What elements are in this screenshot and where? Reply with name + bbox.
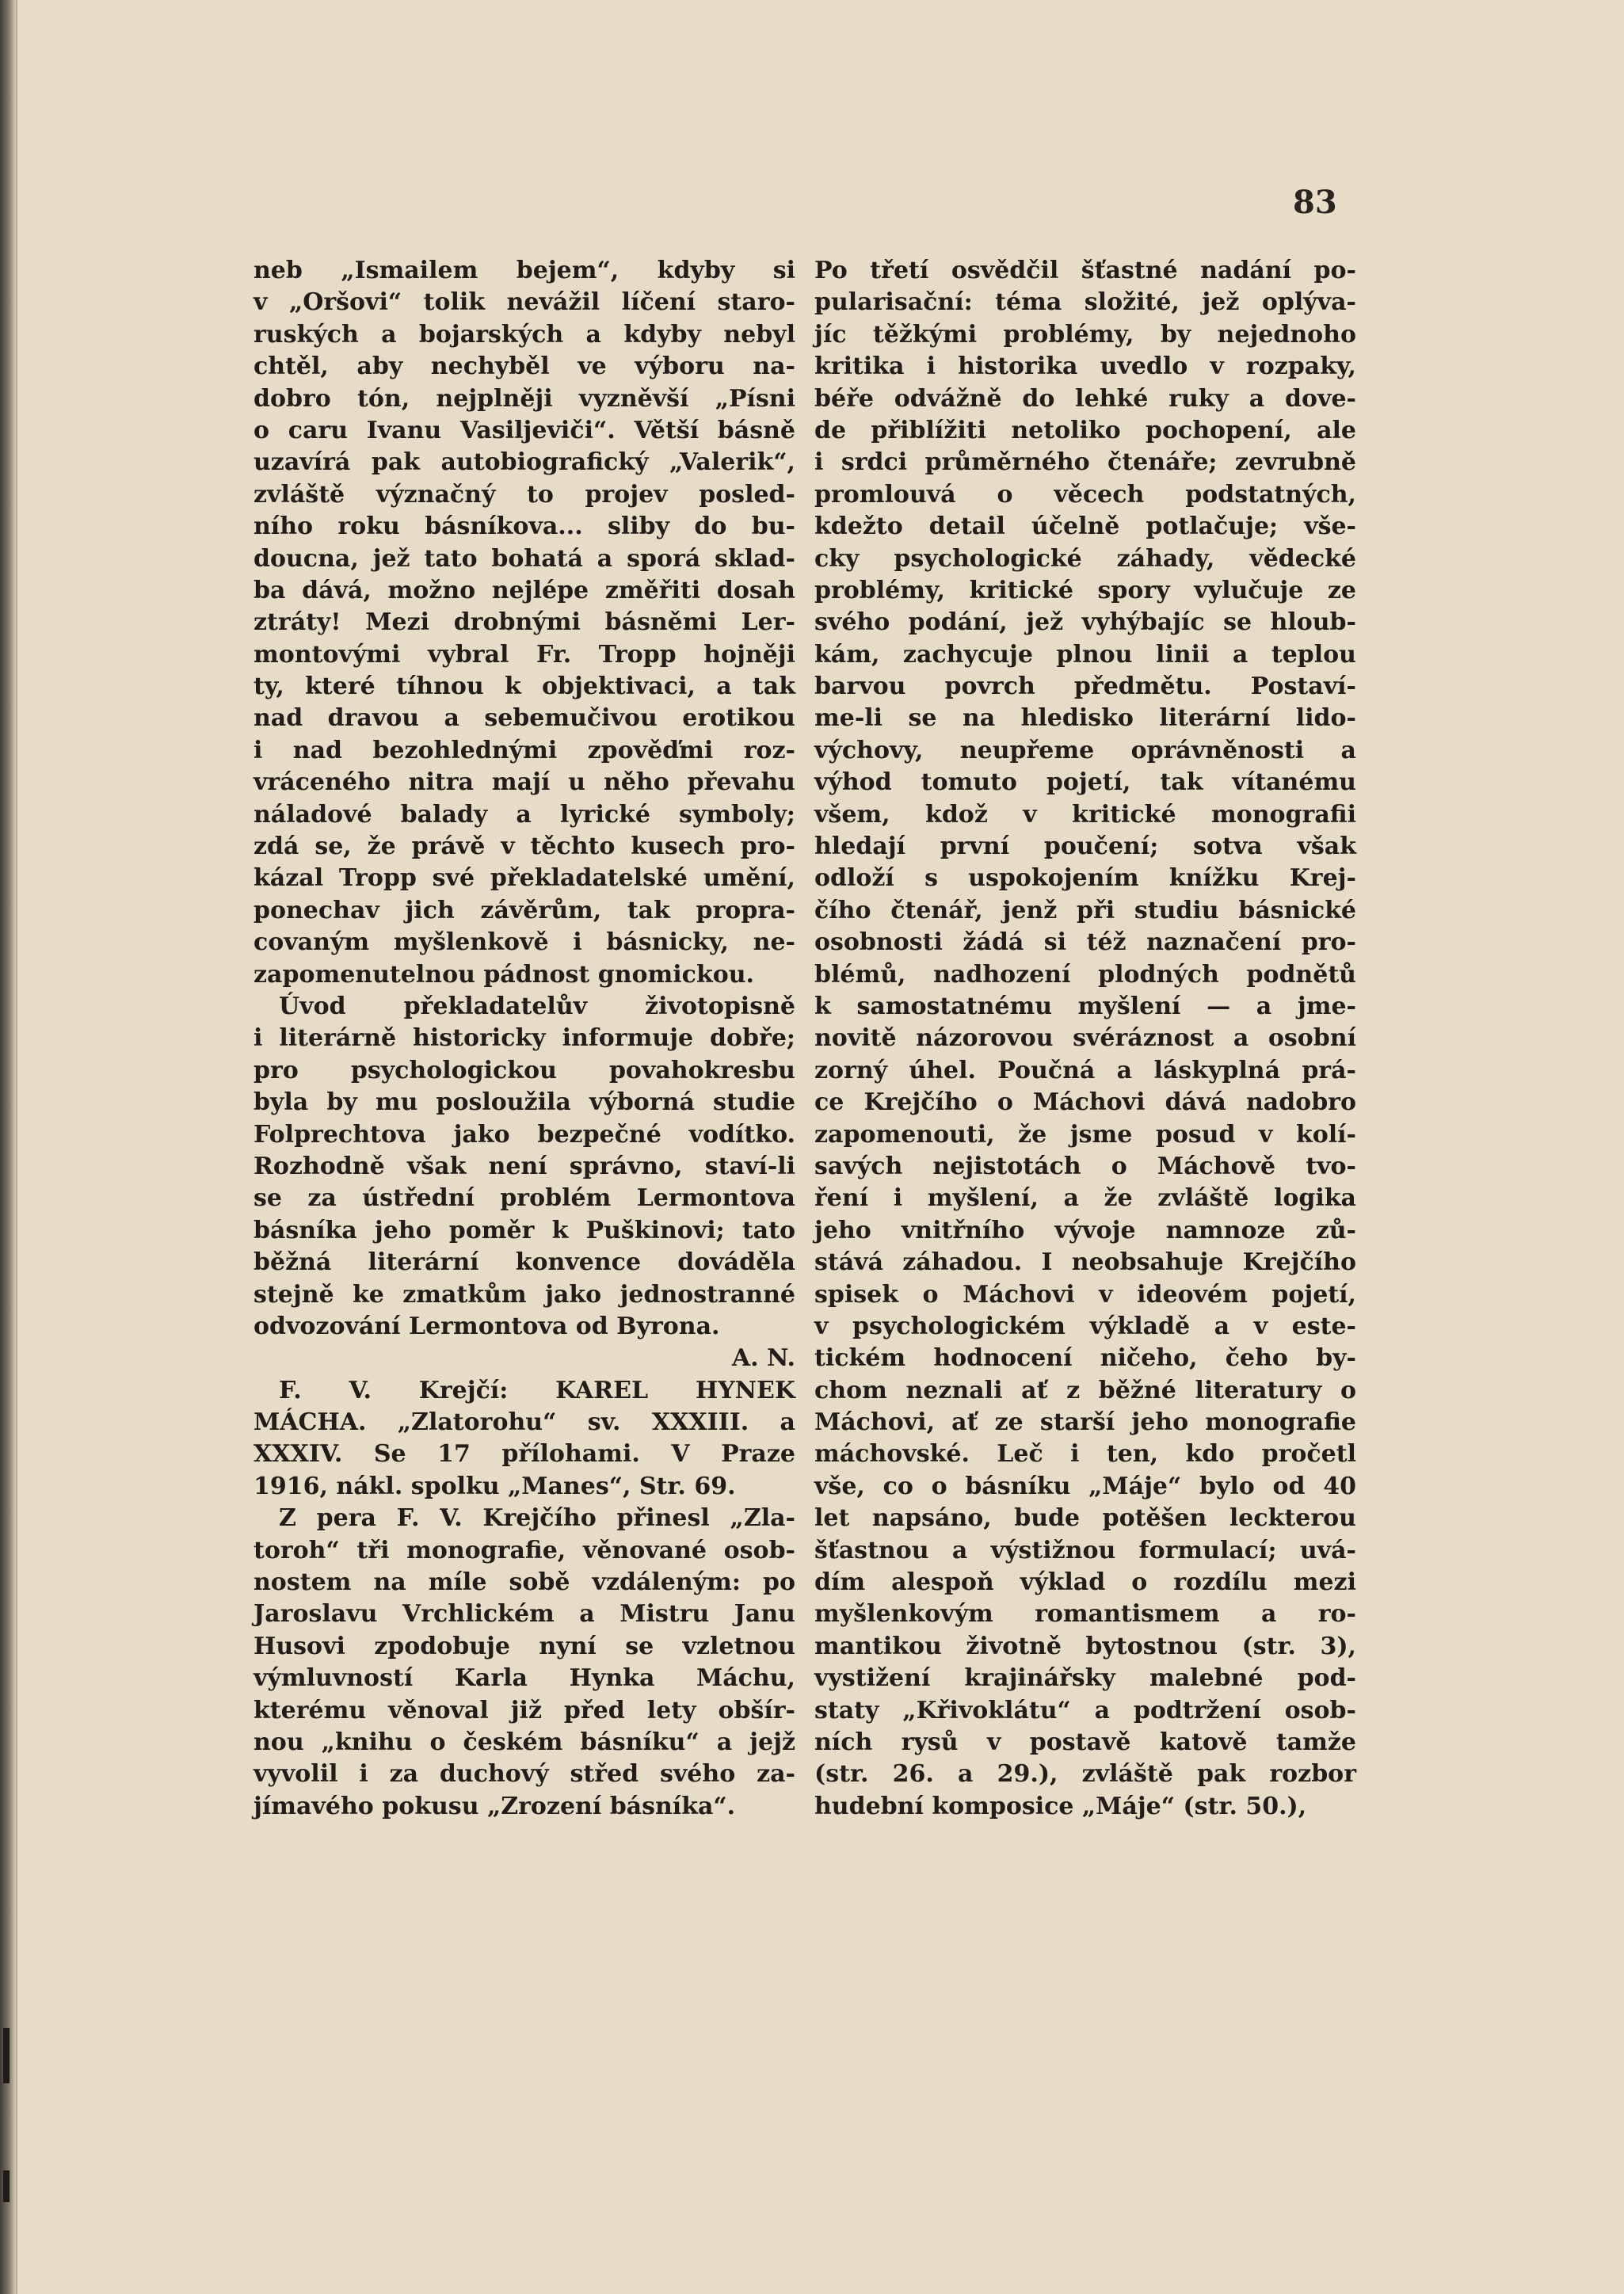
text-line: ního roku básníkova... sliby do bu-	[254, 513, 795, 541]
text-line: zorný úhel. Poučná a láskyplná prá-	[814, 1056, 1356, 1084]
text-line: svého podání, jež vyhýbajíc se hloub-	[814, 608, 1356, 637]
text-line: nostem na míle sobě vzdáleným: po	[254, 1568, 795, 1597]
text-line: Folprechtova jako bezpečné vodítko.	[254, 1120, 795, 1149]
text-line: Rozhodně však není správno, staví-li	[254, 1152, 795, 1180]
text-line: osobnosti žádá si též naznačení pro-	[814, 928, 1356, 957]
text-line: jeho vnitřního vývoje namnoze zů-	[814, 1216, 1356, 1244]
text-line: novitě názorovou svéráznost a osobní	[814, 1024, 1356, 1053]
text-line: A. N.	[731, 1344, 795, 1373]
text-line: ruských a bojarských a kdyby nebyl	[254, 320, 795, 349]
text-line: nou „knihu o českém básníku“ a jejž	[254, 1728, 795, 1756]
text-line: zdá se, že právě v těchto kusech pro-	[254, 833, 795, 861]
text-line: MÁCHA. „Zlatorohu“ sv. XXXIII. a	[254, 1408, 795, 1437]
text-line: vše, co o básníku „Máje“ bylo od 40	[814, 1472, 1356, 1500]
text-line: výchovy, neupřeme oprávněnosti a	[814, 736, 1356, 764]
text-line: dím alespoň výklad o rozdílu mezi	[814, 1568, 1356, 1597]
text-line: myšlenkovým romantismem a ro-	[814, 1600, 1356, 1629]
text-line: stejně ke zmatkům jako jednostranné	[254, 1280, 795, 1309]
text-line: hledají první poučení; sotva však	[814, 833, 1356, 861]
edge-mark	[3, 2028, 10, 2083]
text-line: pularisační: téma složité, jež oplýva-	[814, 288, 1356, 317]
text-line: básníka jeho poměr k Puškinovi; tato	[254, 1216, 795, 1244]
text-line: pro psychologickou povahokresbu	[254, 1056, 795, 1084]
text-line: ty, které tíhnou k objektivaci, a tak	[254, 673, 795, 701]
text-line: montovými vybral Fr. Tropp hojněji	[254, 640, 795, 669]
text-line: Po třetí osvědčil šťastné nadání po-	[814, 257, 1356, 284]
text-line: ce Krejčího o Máchovi dává nadobro	[814, 1088, 1356, 1117]
text-line: doucna, jež tato bohatá a sporá sklad-	[254, 544, 795, 573]
text-line: blémů, nadhození plodných podnětů	[814, 960, 1356, 989]
text-line: jímavého pokusu „Zrození básníka“.	[254, 1792, 736, 1820]
text-line: máchovské. Leč i ten, kdo pročetl	[814, 1440, 1356, 1469]
text-line: cky psychologické záhady, vědecké	[814, 544, 1356, 573]
text-line: i nad bezohlednými zpověďmi roz-	[254, 736, 795, 764]
text-line: de přiblížiti netoliko pochopení, ale	[814, 416, 1356, 444]
text-line: neb „Ismailem bejem“, kdyby si	[254, 257, 795, 284]
text-line: me-li se na hledisko literární lido-	[814, 704, 1356, 733]
text-line: savých nejistotách o Máchově tvo-	[814, 1152, 1356, 1180]
text-line: odloží s uspokojením knížku Krej-	[814, 864, 1356, 893]
text-line: Úvod překladatelův životopisně	[279, 992, 795, 1020]
text-line: 1916, nákl. spolku „Manes“, Str. 69.	[254, 1472, 736, 1500]
text-line: běžná literární konvence dováděla	[254, 1248, 795, 1277]
text-line: Máchovi, ať ze starší jeho monografie	[814, 1408, 1356, 1437]
text-line: výhod tomuto pojetí, tak vítanému	[814, 768, 1356, 797]
text-line: náladové balady a lyrické symboly;	[254, 800, 795, 829]
text-line: se za ústřední problém Lermontova	[254, 1184, 795, 1213]
text-line: covaným myšlenkově i básnicky, ne-	[254, 928, 795, 957]
text-line: Husovi zpodobuje nyní se vzletnou	[254, 1632, 795, 1660]
text-line: odvozování Lermontova od Byrona.	[254, 1312, 720, 1340]
text-line: barvou povrch předmětu. Postaví-	[814, 673, 1356, 701]
text-line: byla by mu posloužila výborná studie	[254, 1088, 795, 1117]
page-binding-edge	[0, 0, 16, 2294]
text-line: zapomenouti, že jsme posud v kolí-	[814, 1120, 1356, 1149]
right-text-column	[814, 255, 1356, 1823]
text-line: béře odvážně do lehké ruky a dove-	[814, 384, 1356, 413]
text-line: ření i myšlení, a že zvláště logika	[814, 1184, 1356, 1213]
text-line: v „Oršovi“ tolik nevážil líčení staro-	[254, 288, 795, 317]
text-line: čího čtenář, jenž při studiu básnické	[814, 896, 1356, 924]
text-line: zapomenutelnou pádnost gnomickou.	[254, 960, 754, 989]
text-line: kterému věnoval již před lety obšír-	[254, 1696, 795, 1724]
text-line: o caru Ivanu Vasiljeviči“. Větší básně	[254, 416, 795, 444]
text-line: let napsáno, bude potěšen leckterou	[814, 1504, 1356, 1533]
page-number: 83	[1293, 184, 1337, 221]
text-line: nad dravou a sebemučivou erotikou	[254, 704, 795, 733]
text-line: ztráty! Mezi drobnými básněmi Ler-	[254, 608, 795, 637]
text-line: (str. 26. a 29.), zvláště pak rozbor	[814, 1760, 1356, 1789]
text-line: uzavírá pak autobiografický „Valerik“,	[254, 448, 795, 477]
text-line: vyvolil i za duchový střed svého za-	[254, 1760, 795, 1789]
text-line: kázal Tropp své překladatelské umění,	[254, 864, 795, 893]
text-line: staty „Křivoklátu“ a podtržení osob-	[814, 1696, 1356, 1724]
text-line: toroh“ tři monografie, věnované osob-	[254, 1536, 795, 1564]
text-line: Jaroslavu Vrchlickém a Mistru Janu	[254, 1600, 795, 1629]
text-line: dobro tón, nejplněji vyzněvší „Písni	[254, 384, 795, 413]
text-line: spisek o Máchovi v ideovém pojetí,	[814, 1280, 1356, 1309]
text-line: tickém hodnocení ničeho, čeho by-	[814, 1344, 1356, 1373]
text-line: problémy, kritické spory vylučuje ze	[814, 576, 1356, 604]
left-text-column	[254, 255, 795, 1823]
text-line: v psychologickém výkladě a v este-	[814, 1312, 1356, 1340]
text-line: kritika i historika uvedlo v rozpaky,	[814, 352, 1356, 381]
text-line: vráceného nitra mají u něho převahu	[254, 768, 795, 797]
text-line: promlouvá o věcech podstatných,	[814, 480, 1356, 509]
text-line: F. V. Krejčí: KAREL HYNEK	[279, 1376, 795, 1404]
text-line: ních rysů v postavě katově tamže	[814, 1728, 1356, 1756]
text-line: chom neznali ať z běžné literatury o	[814, 1376, 1356, 1404]
text-line: stává záhadou. I neobsahuje Krejčího	[814, 1248, 1356, 1277]
text-line: jíc těžkými problémy, by nejednoho	[814, 320, 1356, 349]
text-line: šťastnou a výstižnou formulací; uvá-	[814, 1536, 1356, 1564]
text-line: ponechav jich závěrům, tak propra-	[254, 896, 795, 924]
text-line: vystižení krajinářsky malebné pod-	[814, 1664, 1356, 1693]
text-line: i srdci průměrného čtenáře; zevrubně	[814, 448, 1356, 477]
text-line: i literárně historicky informuje dobře;	[254, 1024, 795, 1053]
text-line: hudební komposice „Máje“ (str. 50.),	[814, 1792, 1307, 1820]
edge-mark	[3, 2170, 10, 2202]
text-line: Z pera F. V. Krejčího přinesl „Zla-	[279, 1504, 795, 1533]
text-line: XXXIV. Se 17 přílohami. V Praze	[254, 1440, 795, 1469]
text-line: ba dává, možno nejlépe změřiti dosah	[254, 576, 795, 604]
text-line: kám, zachycuje plnou linii a teplou	[814, 640, 1356, 669]
text-line: zvláště význačný to projev posled-	[254, 480, 795, 509]
page-gutter-line	[16, 0, 17, 2294]
text-line: k samostatnému myšlení — a jme-	[814, 992, 1356, 1020]
text-line: mantikou životně bytostnou (str. 3),	[814, 1632, 1356, 1660]
text-line: kdežto detail účelně potlačuje; vše-	[814, 513, 1356, 541]
text-line: všem, kdož v kritické monografii	[814, 800, 1356, 829]
text-line: výmluvností Karla Hynka Máchu,	[254, 1664, 795, 1693]
text-line: chtěl, aby nechyběl ve výboru na-	[254, 352, 795, 381]
